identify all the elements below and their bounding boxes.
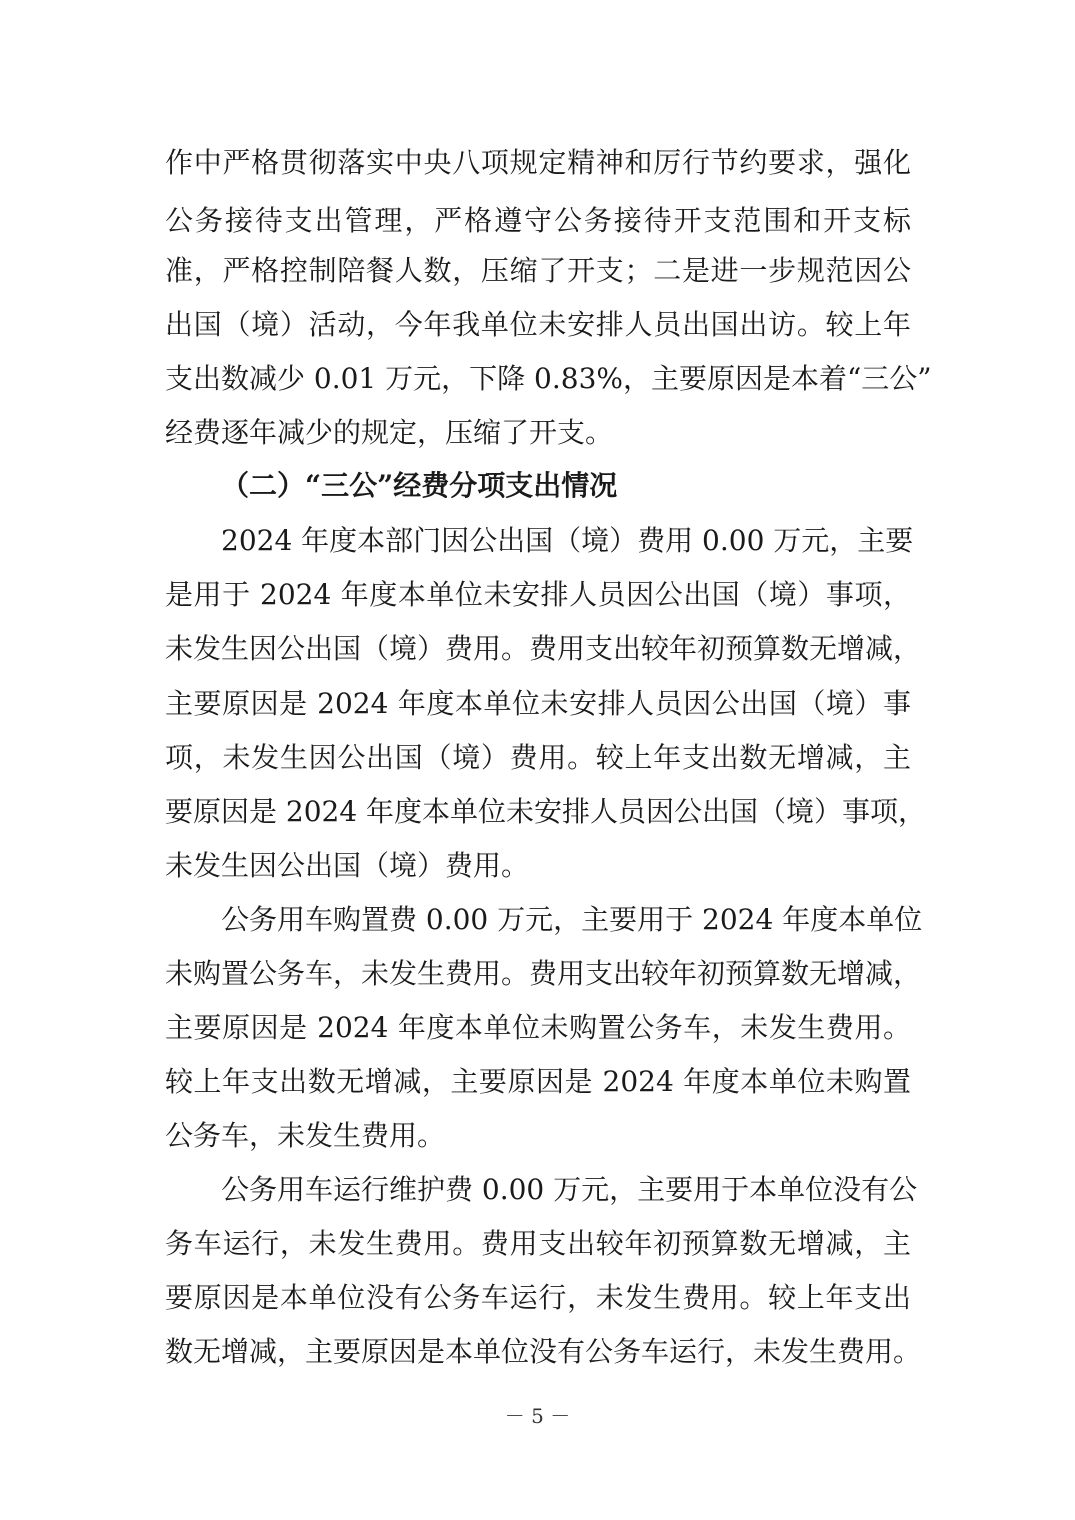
paragraph-line: 支出数减少 0.01 万元，下降 0.83%，主要原因是本着“三公”: [165, 362, 932, 395]
paragraph-line: 主要原因是 2024 年度本单位未安排人员因公出国（境）事: [165, 687, 911, 720]
paragraph-line: 要原因是 2024 年度本单位未安排人员因公出国（境）事项，: [165, 795, 927, 828]
section-heading: （二）“三公”经费分项支出情况: [221, 469, 618, 502]
paragraph-line: 准，严格控制陪餐人数，压缩了开支；二是进一步规范因公: [165, 254, 911, 287]
paragraph-line: 较上年支出数无增减，主要原因是 2024 年度本单位未购置: [165, 1065, 911, 1098]
paragraph-line: 公务用车购置费 0.00 万元，主要用于 2024 年度本单位: [221, 903, 923, 936]
paragraph-line: 务车运行，未发生费用。费用支出较年初预算数无增减，主: [165, 1227, 911, 1260]
paragraph-line: 作中严格贯彻落实中央八项规定精神和厉行节约要求，强化: [165, 146, 911, 179]
paragraph-line: 出国（境）活动，今年我单位未安排人员出国出访。较上年: [165, 308, 911, 341]
paragraph-line: 数无增减，主要原因是本单位没有公务车运行，未发生费用。: [165, 1335, 922, 1368]
paragraph-line: 是用于 2024 年度本单位未安排人员因公出国（境）事项，: [165, 578, 911, 611]
paragraph-line: 未发生因公出国（境）费用。: [165, 849, 530, 882]
paragraph-line: 未购置公务车，未发生费用。费用支出较年初预算数无增减，: [165, 957, 922, 990]
paragraph-line: 主要原因是 2024 年度本单位未购置公务车，未发生费用。: [165, 1011, 911, 1044]
paragraph-line: 公务车，未发生费用。: [165, 1119, 446, 1152]
paragraph-line: 2024 年度本部门因公出国（境）费用 0.00 万元，主要: [221, 524, 914, 557]
paragraph-line: 公务接待支出管理，严格遵守公务接待开支范围和开支标: [165, 204, 911, 237]
paragraph-line: 公务用车运行维护费 0.00 万元，主要用于本单位没有公: [221, 1173, 918, 1206]
page-number: － 5 －: [504, 1404, 571, 1428]
paragraph-line: 未发生因公出国（境）费用。费用支出较年初预算数无增减，: [165, 632, 922, 665]
paragraph-line: 经费逐年减少的规定，压缩了开支。: [165, 416, 614, 449]
paragraph-line: 要原因是本单位没有公务车运行，未发生费用。较上年支出: [165, 1281, 911, 1314]
paragraph-line: 项，未发生因公出国（境）费用。较上年支出数无增减，主: [165, 741, 911, 774]
